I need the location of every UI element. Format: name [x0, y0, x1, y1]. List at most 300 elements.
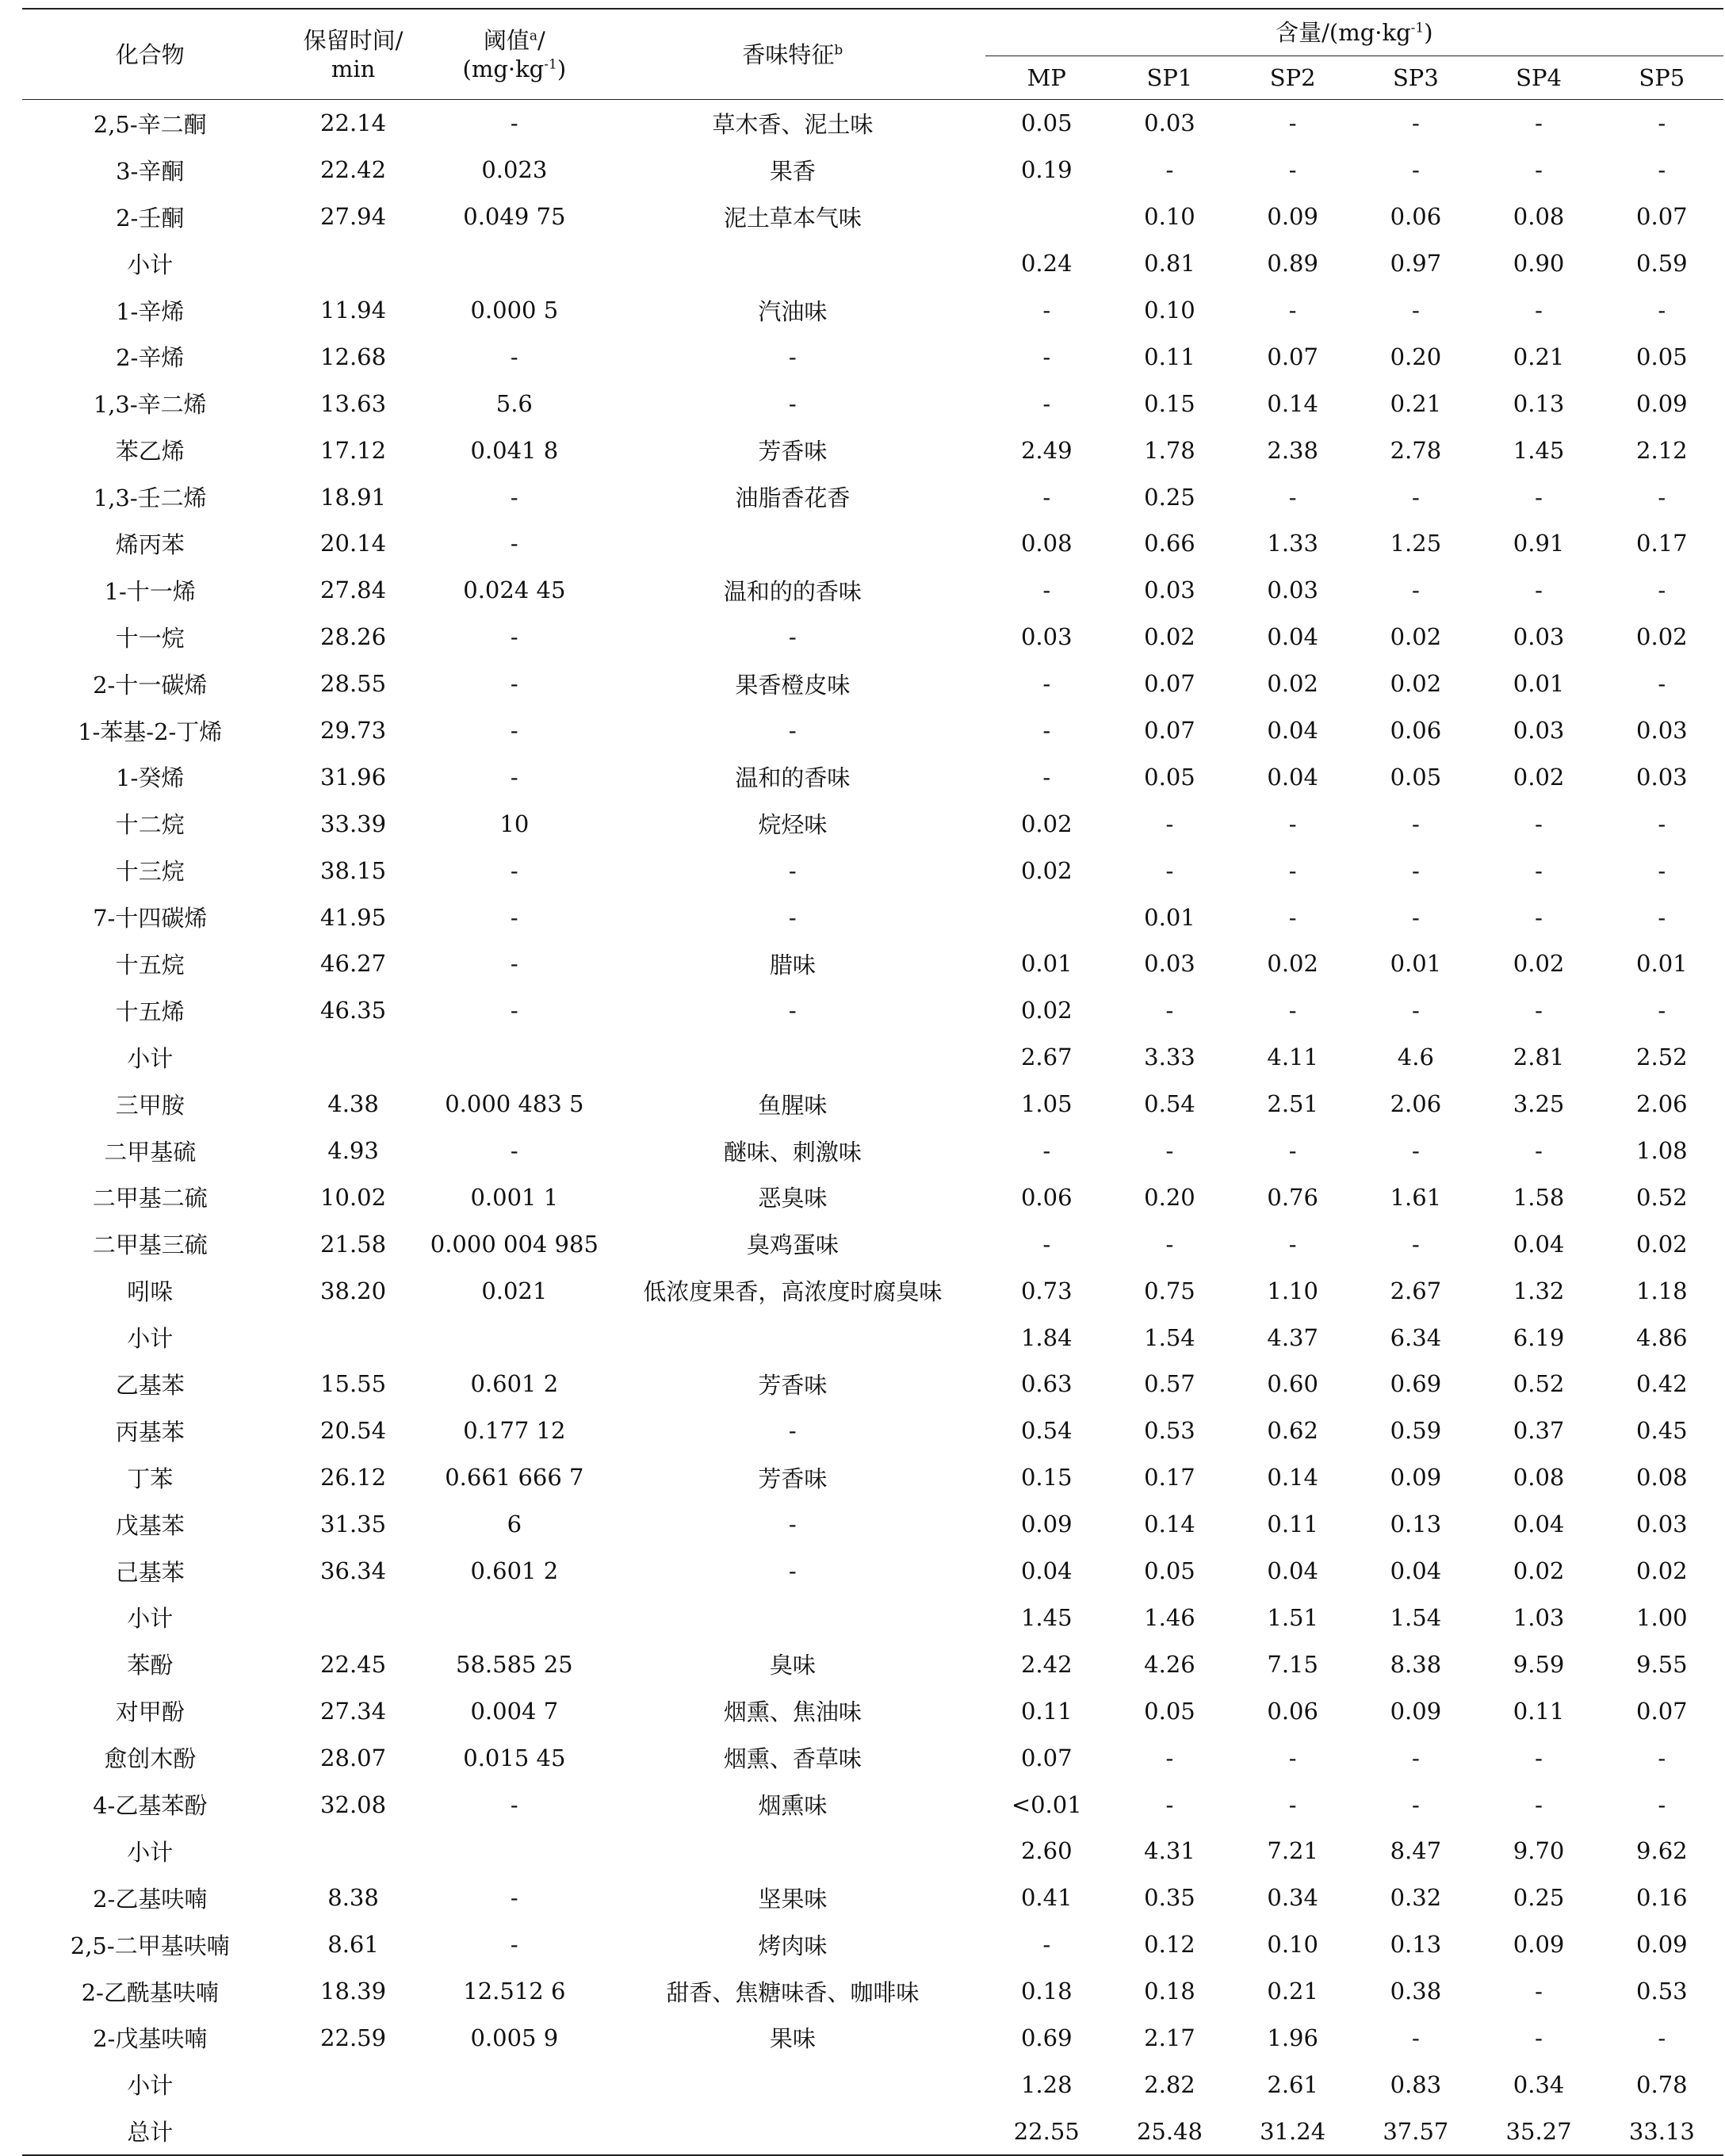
cell-sp4: - [1535, 1790, 1543, 1818]
cell-sp5: 33.13 [1601, 2108, 1723, 2155]
cell-sp4: 35.27 [1477, 2108, 1600, 2155]
cell-sp1: 25.48 [1108, 2108, 1231, 2155]
cell-sp3: 2.78 [1390, 436, 1442, 464]
cell-sp1: 0.20 [1144, 1183, 1195, 1211]
cell-sp4: 0.04 [1513, 1230, 1565, 1258]
cell-sp1: - [1165, 1744, 1174, 1771]
cell-retention-time: 29.73 [320, 717, 387, 745]
cell-sp5: 0.53 [1636, 1978, 1688, 2005]
cell-compound: 2-十一碳烯 [93, 671, 208, 699]
cell-compound: 苯乙烯 [115, 438, 185, 465]
cell-sp2: - [1288, 856, 1297, 884]
cell-threshold: - [510, 903, 518, 931]
cell-sp5: - [1658, 1744, 1666, 1771]
cell-compound: 2-壬酮 [116, 204, 185, 232]
cell-sp3: 0.02 [1390, 670, 1442, 698]
cell-sp2: 0.03 [1267, 576, 1318, 604]
cell-aroma [600, 2108, 985, 2155]
header-threshold-slash: / [537, 26, 545, 54]
cell-retention-time: 36.34 [320, 1557, 387, 1585]
cell-retention-time: 21.58 [320, 1230, 387, 1258]
cell-sp5: - [1658, 2024, 1666, 2051]
cell-aroma: - [788, 856, 797, 884]
cell-mp: - [1042, 1137, 1051, 1165]
cell-sp2: - [1288, 810, 1297, 837]
cell-sp1: 0.05 [1144, 1697, 1195, 1725]
cell-sp2: 1.10 [1267, 1277, 1318, 1304]
cell-retention-time: 46.35 [320, 997, 387, 1024]
cell-aroma: 烟熏、焦油味 [723, 1698, 862, 1726]
cell-sp2: 0.76 [1267, 1183, 1318, 1211]
cell-mp: 2.42 [1020, 1650, 1073, 1678]
cell-threshold: 0.023 [481, 156, 548, 184]
cell-aroma [600, 240, 985, 287]
cell-compound: 丙基苯 [115, 1418, 185, 1446]
cell-sp5: - [1658, 109, 1666, 137]
cell-retention-time: 27.84 [320, 576, 387, 604]
cell-mp: <0.01 [1011, 1790, 1082, 1818]
cell-mp [985, 894, 1108, 940]
cell-sp5: 9.62 [1636, 1837, 1688, 1865]
cell-sp4: 0.04 [1513, 1511, 1565, 1538]
cell-compound: 1,3-辛二烯 [93, 391, 207, 419]
cell-sp4: 0.08 [1513, 203, 1565, 231]
cell-threshold [429, 1034, 600, 1081]
cell-threshold: - [510, 670, 518, 698]
cell-mp: 0.73 [1020, 1277, 1073, 1304]
cell-sp1: 0.14 [1144, 1511, 1195, 1538]
cell-threshold: 0.001 1 [470, 1183, 559, 1211]
cell-sp2: 0.04 [1267, 1557, 1318, 1585]
cell-sp2: 2.38 [1267, 436, 1318, 464]
table-row [22, 427, 1723, 473]
cell-sp1: 3.33 [1144, 1044, 1195, 1071]
cell-sp4: - [1535, 997, 1543, 1024]
cell-mp: 0.02 [1020, 810, 1073, 837]
cell-mp: 0.18 [1020, 1978, 1073, 2005]
cell-aroma [600, 520, 985, 567]
cell-mp: 0.06 [1020, 1183, 1073, 1211]
cell-sp2: 0.10 [1267, 1931, 1318, 1959]
cell-compound: 3-辛酮 [116, 157, 185, 185]
cell-sp1: 0.05 [1144, 1557, 1195, 1585]
cell-aroma [600, 1314, 985, 1361]
cell-aroma: 醚味、刺激味 [723, 1138, 862, 1166]
cell-mp: - [1042, 576, 1051, 604]
cell-mp: 2.49 [1020, 436, 1073, 464]
cell-mp: 0.04 [1020, 1557, 1073, 1585]
cell-aroma: 芳香味 [758, 438, 828, 465]
cell-retention-time: 27.34 [320, 1697, 387, 1725]
table-row [22, 1687, 1723, 1734]
cell-sp1: 0.03 [1144, 109, 1195, 137]
cell-aroma: 烷烃味 [758, 811, 828, 839]
header-content-sup: -1 [1410, 20, 1425, 36]
cell-compound: 总计 [22, 2108, 277, 2155]
cell-compound: 小计 [127, 1325, 174, 1353]
header-sample: SP3 [1354, 56, 1477, 100]
table-row [22, 661, 1723, 707]
cell-sp4: 9.59 [1513, 1650, 1565, 1678]
table-row [22, 753, 1723, 800]
cell-sp2: 0.04 [1267, 717, 1318, 745]
header-threshold-unit-sup: -1 [544, 56, 557, 72]
table-row [22, 1454, 1723, 1501]
cell-sp5: 0.45 [1636, 1417, 1688, 1445]
cell-threshold: - [510, 1790, 518, 1818]
cell-retention-time: 28.07 [320, 1744, 387, 1771]
cell-aroma: - [788, 1511, 797, 1538]
cell-sp2: 2.61 [1267, 2070, 1318, 2098]
header-threshold [429, 9, 600, 100]
cell-threshold: - [510, 763, 518, 791]
cell-sp5: 0.59 [1636, 250, 1688, 278]
cell-retention-time: 10.02 [320, 1183, 387, 1211]
cell-compound: 对甲酚 [115, 1698, 185, 1726]
cell-mp: 0.08 [1020, 530, 1073, 557]
cell-aroma: 果香 [769, 157, 816, 185]
cell-mp: 0.19 [1020, 156, 1073, 184]
cell-aroma: 臭鸡蛋味 [746, 1231, 839, 1259]
table-row [22, 100, 1723, 147]
cell-aroma: - [788, 903, 797, 931]
cell-sp4: - [1535, 1978, 1543, 2005]
cell-sp2: 0.21 [1267, 1978, 1318, 2005]
cell-retention-time: 17.12 [320, 436, 387, 464]
cell-compound: 1-癸烯 [116, 764, 185, 792]
cell-aroma: 泥土草本气味 [723, 204, 862, 232]
cell-aroma: 腊味 [769, 951, 816, 978]
cell-sp2: 0.34 [1267, 1884, 1318, 1912]
cell-sp5: 0.03 [1636, 763, 1688, 791]
cell-mp: 22.55 [985, 2108, 1108, 2155]
cell-sp2: 1.33 [1267, 530, 1318, 557]
cell-sp2: - [1288, 483, 1297, 511]
cell-sp4: - [1535, 109, 1543, 137]
cell-retention-time: 38.20 [320, 1277, 387, 1304]
cell-threshold: - [510, 997, 518, 1024]
table-row [22, 1361, 1723, 1407]
cell-sp4: 0.08 [1513, 1464, 1565, 1492]
cell-sp1: - [1165, 1137, 1174, 1165]
cell-sp3: 1.61 [1390, 1183, 1442, 1211]
cell-mp: 0.54 [1020, 1417, 1073, 1445]
cell-mp: 0.63 [1020, 1370, 1073, 1398]
cell-compound: 十三烷 [115, 858, 185, 886]
cell-threshold: 0.601 2 [470, 1370, 559, 1398]
table-row [22, 800, 1723, 847]
cell-aroma: - [788, 623, 797, 651]
cell-mp: - [1042, 297, 1051, 324]
cell-sp2: - [1288, 997, 1297, 1024]
header-sample: MP [985, 56, 1108, 100]
cell-threshold: - [510, 530, 518, 557]
cell-sp3: 1.25 [1390, 530, 1442, 557]
cell-sp4: 0.25 [1513, 1884, 1565, 1912]
cell-sp2: 0.02 [1267, 670, 1318, 698]
table-row [22, 473, 1723, 520]
cell-compound: 1-苯基-2-丁烯 [78, 718, 223, 745]
cell-sp5: 0.02 [1636, 1557, 1688, 1585]
cell-sp3: 0.13 [1390, 1931, 1442, 1959]
header-aroma-sup: b [834, 41, 843, 58]
cell-mp: 1.28 [1020, 2070, 1073, 2098]
cell-sp1: 0.02 [1144, 623, 1195, 651]
table-row [22, 847, 1723, 894]
cell-sp4: - [1535, 1137, 1543, 1165]
cell-mp: 1.05 [1020, 1090, 1073, 1118]
header-compound: 化合物 [22, 9, 277, 100]
cell-sp3: 0.13 [1390, 1511, 1442, 1538]
cell-aroma: 果味 [769, 2025, 816, 2053]
cell-aroma [600, 2061, 985, 2108]
cell-sp3: - [1411, 856, 1420, 884]
cell-sp5: - [1658, 483, 1666, 511]
header-rt-line1: 保留时间/ [303, 26, 404, 54]
cell-sp1: - [1165, 156, 1174, 184]
cell-aroma: 温和的香味 [735, 764, 851, 792]
cell-sp5: - [1658, 156, 1666, 184]
cell-sp4: 0.34 [1513, 2070, 1565, 2098]
cell-sp3: - [1411, 297, 1420, 324]
cell-sp2: 7.21 [1267, 1837, 1318, 1865]
cell-threshold: 6 [507, 1511, 522, 1538]
cell-mp: 0.01 [1020, 950, 1073, 978]
cell-sp5: 0.02 [1636, 1230, 1688, 1258]
cell-threshold: - [510, 1884, 518, 1912]
cell-sp4: 0.03 [1513, 717, 1565, 745]
cell-threshold [429, 1314, 600, 1361]
cell-retention-time [277, 1314, 428, 1361]
cell-mp: 0.09 [1020, 1511, 1073, 1538]
cell-sp5: 0.01 [1636, 950, 1688, 978]
cell-mp: - [1042, 343, 1051, 370]
cell-sp5: 1.00 [1636, 1603, 1688, 1631]
cell-retention-time: 41.95 [320, 903, 387, 931]
cell-mp: - [1042, 717, 1051, 745]
cell-threshold: 0.004 7 [470, 1697, 559, 1725]
cell-sp3: 8.47 [1390, 1837, 1442, 1865]
cell-sp5: 0.17 [1636, 530, 1688, 557]
cell-sp1: 0.57 [1144, 1370, 1195, 1398]
cell-sp3: - [1411, 156, 1420, 184]
cell-sp4: 3.25 [1513, 1090, 1565, 1118]
cell-retention-time: 8.61 [327, 1931, 379, 1959]
cell-mp: - [1042, 1230, 1051, 1258]
cell-sp2: - [1288, 156, 1297, 184]
cell-retention-time [277, 1595, 428, 1641]
cell-sp1: 0.53 [1144, 1417, 1195, 1445]
cell-sp5: 2.12 [1636, 436, 1688, 464]
table-row [22, 1734, 1723, 1781]
cell-sp1: 0.15 [1144, 389, 1195, 417]
cell-compound: 2,5-二甲基呋喃 [70, 1932, 230, 1959]
cell-sp4: - [1535, 1744, 1543, 1771]
cell-sp5: 4.86 [1636, 1323, 1688, 1351]
cell-retention-time: 20.14 [320, 530, 387, 557]
cell-aroma: - [788, 343, 797, 370]
cell-mp: 0.02 [1020, 856, 1073, 884]
cell-sp3: - [1411, 2024, 1420, 2051]
cell-sp2: - [1288, 109, 1297, 137]
cell-mp: 0.41 [1020, 1884, 1073, 1912]
cell-sp3: 0.05 [1390, 763, 1442, 791]
cell-sp1: - [1165, 856, 1174, 884]
cell-sp4: 0.11 [1513, 1697, 1565, 1725]
cell-aroma: - [788, 1557, 797, 1585]
cell-sp4: - [1535, 856, 1543, 884]
cell-threshold: 0.177 12 [463, 1417, 566, 1445]
cell-mp: 0.15 [1020, 1464, 1073, 1492]
table-row [22, 567, 1723, 614]
cell-sp1: 0.35 [1144, 1884, 1195, 1912]
cell-compound: 苯酚 [127, 1652, 174, 1679]
cell-threshold: 0.049 75 [463, 203, 566, 231]
cell-mp: 0.05 [1020, 109, 1073, 137]
cell-sp4: 1.32 [1513, 1277, 1565, 1304]
cell-sp4: 9.70 [1513, 1837, 1565, 1865]
cell-sp3: - [1411, 1744, 1420, 1771]
cell-retention-time: 22.59 [320, 2024, 387, 2051]
cell-retention-time: 26.12 [320, 1464, 387, 1492]
cell-sp2: 0.60 [1267, 1370, 1318, 1398]
cell-sp2: 0.04 [1267, 623, 1318, 651]
cell-compound: 2-乙基呋喃 [93, 1885, 208, 1913]
cell-sp2: - [1288, 297, 1297, 324]
cell-compound: 1-十一烯 [104, 577, 196, 605]
cell-sp3: 0.09 [1390, 1697, 1442, 1725]
cell-sp5: 2.52 [1636, 1044, 1688, 1071]
cell-aroma: 果香橙皮味 [735, 671, 851, 699]
cell-mp: 2.67 [1020, 1044, 1073, 1071]
cell-aroma: - [788, 1417, 797, 1445]
cell-compound: 2,5-辛二酮 [93, 110, 207, 138]
cell-sp3: 0.01 [1390, 950, 1442, 978]
cell-sp2: 1.51 [1267, 1603, 1318, 1631]
cell-sp3: - [1411, 997, 1420, 1024]
cell-mp: - [1042, 1931, 1051, 1959]
cell-sp1: 2.17 [1144, 2024, 1195, 2051]
cell-mp: 0.02 [1020, 997, 1073, 1024]
cell-sp4: - [1535, 903, 1543, 931]
cell-compound: 乙基苯 [115, 1371, 185, 1399]
cell-sp1: 0.03 [1144, 950, 1195, 978]
cell-sp5: 0.03 [1636, 717, 1688, 745]
header-sample: SP4 [1477, 56, 1600, 100]
cell-threshold: - [510, 623, 518, 651]
cell-retention-time: 28.55 [320, 670, 387, 698]
cell-retention-time: 38.15 [320, 856, 387, 884]
cell-retention-time: 27.94 [320, 203, 387, 231]
cell-sp1: 0.25 [1144, 483, 1195, 511]
header-sample: SP2 [1231, 56, 1354, 100]
table-row [22, 380, 1723, 427]
table-row [22, 707, 1723, 754]
cell-compound: 二甲基二硫 [92, 1185, 208, 1212]
cell-compound: 十二烷 [115, 811, 185, 839]
cell-threshold: 12.512 6 [463, 1978, 566, 2005]
cell-mp: 2.60 [1020, 1837, 1073, 1865]
cell-sp3: 0.04 [1390, 1557, 1442, 1585]
cell-aroma: - [788, 997, 797, 1024]
cell-sp5: 0.52 [1636, 1183, 1688, 1211]
table-row [22, 894, 1723, 940]
cell-compound: 4-乙基苯酚 [93, 1792, 208, 1819]
cell-compound: 小计 [127, 2072, 174, 2100]
cell-threshold: 0.015 45 [463, 1744, 566, 1771]
cell-sp5: 0.07 [1636, 1697, 1688, 1725]
cell-aroma: 草木香、泥土味 [712, 110, 874, 138]
cell-mp: - [1042, 763, 1051, 791]
cell-sp3: - [1411, 576, 1420, 604]
cell-sp3: 1.54 [1390, 1603, 1442, 1631]
cell-retention-time [277, 1828, 428, 1875]
header-aroma [600, 9, 985, 100]
cell-sp4: 0.37 [1513, 1417, 1565, 1445]
cell-sp2: 31.24 [1231, 2108, 1354, 2155]
cell-sp3: 0.06 [1390, 203, 1442, 231]
cell-sp3: - [1411, 109, 1420, 137]
cell-sp1: 0.81 [1144, 250, 1195, 278]
cell-compound: 丁苯 [127, 1465, 174, 1492]
table-row [22, 1267, 1723, 1314]
cell-sp5: - [1658, 997, 1666, 1024]
cell-sp2: - [1288, 903, 1297, 931]
cell-sp3: 0.32 [1390, 1884, 1442, 1912]
cell-sp5: 0.05 [1636, 343, 1688, 370]
cell-threshold [429, 240, 600, 287]
cell-compound: 小计 [127, 251, 174, 278]
cell-threshold: - [510, 1137, 518, 1165]
cell-sp1: 1.78 [1144, 436, 1195, 464]
cell-sp1: 0.11 [1144, 343, 1195, 370]
cell-sp1: 0.03 [1144, 576, 1195, 604]
cell-mp: - [1042, 670, 1051, 698]
cell-compound: 吲哚 [127, 1278, 174, 1306]
cell-sp2: 1.96 [1267, 2024, 1318, 2051]
table-row [22, 240, 1723, 287]
cell-sp1: 0.10 [1144, 297, 1195, 324]
cell-compound: 十一烷 [115, 624, 185, 652]
cell-mp: - [1042, 389, 1051, 417]
cell-threshold: - [510, 950, 518, 978]
table-row [22, 520, 1723, 567]
table-row [22, 1828, 1723, 1875]
cell-retention-time: 32.08 [320, 1790, 387, 1818]
table-row [22, 1034, 1723, 1081]
cell-aroma: 坚果味 [758, 1885, 828, 1913]
cell-sp2: 0.02 [1267, 950, 1318, 978]
cell-aroma: 烟熏、香草味 [723, 1745, 862, 1773]
cell-retention-time: 8.38 [327, 1884, 379, 1912]
cell-sp2: - [1288, 1790, 1297, 1818]
cell-threshold: - [510, 343, 518, 370]
cell-sp3: 0.59 [1390, 1417, 1442, 1445]
cell-sp3: 2.67 [1390, 1277, 1442, 1304]
table-row [22, 287, 1723, 334]
cell-compound: 二甲基硫 [104, 1138, 197, 1166]
cell-sp1: 1.46 [1144, 1603, 1195, 1631]
header-content [985, 9, 1723, 56]
table-row [22, 333, 1723, 380]
cell-threshold: 0.000 5 [470, 297, 559, 324]
cell-aroma: - [788, 389, 797, 417]
table-row [22, 1875, 1723, 1921]
cell-sp2: 0.06 [1267, 1697, 1318, 1725]
cell-retention-time: 28.26 [320, 623, 387, 651]
cell-retention-time: 22.42 [320, 156, 387, 184]
cell-retention-time [277, 1034, 428, 1081]
